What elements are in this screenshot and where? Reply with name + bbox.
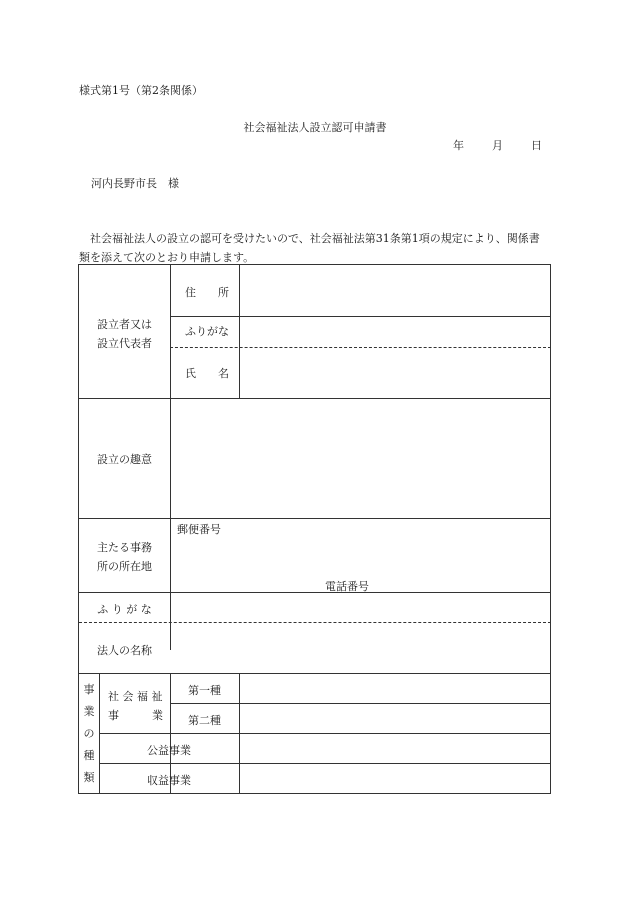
date-line <box>453 137 542 153</box>
purpose-field[interactable] <box>171 399 551 518</box>
phone-number-label: 電話番号 <box>325 580 369 593</box>
social-welfare-line-2: 事 業 <box>108 709 163 722</box>
corp-furigana-field[interactable] <box>171 593 551 622</box>
social-welfare-line-1: 社 会 福 祉 <box>108 690 163 703</box>
purpose-label: 設立の趣意 <box>97 453 152 466</box>
corp-furigana-label: ふ り が な <box>97 603 152 616</box>
public-interest-field[interactable] <box>240 734 551 763</box>
application-form-table <box>78 264 551 794</box>
date-day: 日 <box>531 139 542 152</box>
office-label-line-2: 所の所在地 <box>97 560 152 573</box>
type-1-field[interactable] <box>240 674 551 703</box>
profit-label: 収益事業 <box>147 774 191 787</box>
business-type-label <box>79 679 99 789</box>
business-type-char: の <box>83 727 95 740</box>
social-welfare-label <box>108 687 163 725</box>
type-1-label: 第一種 <box>188 684 221 697</box>
name-label: 氏 名 <box>185 367 229 380</box>
public-interest-label: 公益事業 <box>147 744 191 757</box>
corp-name-field[interactable] <box>171 623 551 673</box>
type-2-field[interactable] <box>240 704 551 733</box>
founder-address-field[interactable] <box>240 265 550 316</box>
office-label-line-1: 主たる事務 <box>97 541 152 554</box>
document-title: 社会福祉法人設立認可申請書 <box>243 121 387 134</box>
profit-field[interactable] <box>240 764 551 793</box>
business-type-char: 事 <box>83 683 95 696</box>
office-address-field[interactable] <box>171 519 551 592</box>
date-year: 年 <box>453 139 464 152</box>
date-month: 月 <box>492 139 503 152</box>
form-number: 様式第1号（第2条関係） <box>79 84 203 97</box>
business-type-char: 種 <box>83 749 95 762</box>
type-2-label: 第二種 <box>188 714 221 727</box>
office-label <box>79 538 170 576</box>
body-text: 社会福祉法人の設立の認可を受けたいので、社会福祉法第31条第1項の規定により、関係書類を添えて次のとおり申請します。 <box>79 232 540 264</box>
founder-furigana-field[interactable] <box>240 317 550 347</box>
postal-code-label: 郵便番号 <box>177 523 221 536</box>
addressee: 河内長野市長 様 <box>91 177 179 190</box>
founder-label-line-2: 設立代表者 <box>97 337 152 350</box>
corp-name-label: 法人の名称 <box>97 644 152 657</box>
founder-label <box>79 315 170 353</box>
business-type-char: 業 <box>83 705 95 718</box>
furigana-label: ふりがな <box>185 325 229 338</box>
address-label: 住 所 <box>185 286 229 299</box>
business-type-char: 類 <box>83 771 95 784</box>
founder-name-field[interactable] <box>240 348 550 398</box>
founder-label-line-1: 設立者又は <box>97 318 152 331</box>
